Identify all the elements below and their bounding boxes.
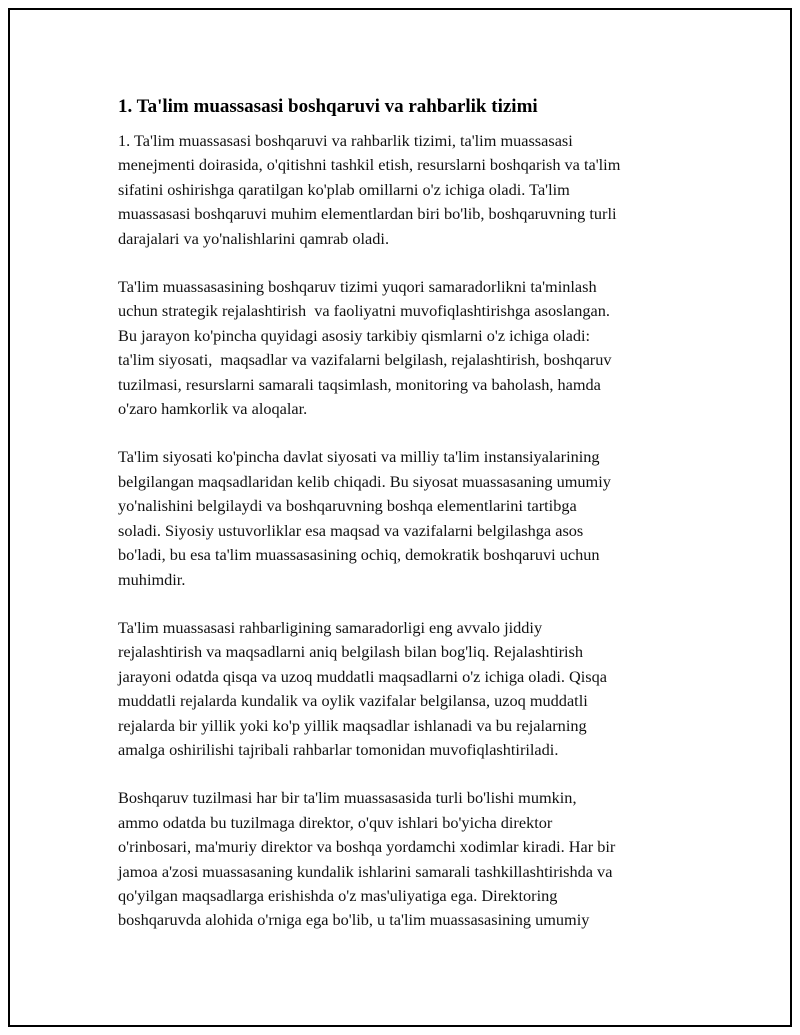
text-line: belgilangan maqsadlaridan kelib chiqadi. Bu siyosat muassasaning umumiy <box>118 471 611 491</box>
paragraph-education-policy <box>118 445 708 591</box>
text-line: rejalarda bir yillik yoki ko'p yillik maqsadlar ishlanadi va bu rejalarning <box>118 715 587 735</box>
page-title: 1. Ta'lim muassasasi boshqaruvi va rahbarlik tizimi <box>118 96 538 117</box>
paragraph-structure <box>118 786 708 932</box>
text-line: muhimdir. <box>118 569 186 589</box>
text-line: muassasasi boshqaruvi muhim elementlardan biri bo'lib, boshqaruvning turli <box>118 204 617 224</box>
text-line: o'zaro hamkorlik va aloqalar. <box>118 399 308 419</box>
text-line: qo'yilgan maqsadlarga erishishda o'z mas'uliyatiga ega. Direktoring <box>118 885 558 905</box>
text-line: Ta'lim siyosati ko'pincha davlat siyosati va milliy ta'lim instansiyalarining <box>118 447 600 467</box>
text-line: rejalashtirish va maqsadlarni aniq belgilash bilan bog'liq. Rejalashtirish <box>118 642 584 662</box>
text-line: amalga oshirilishi tajribali rahbarlar tomonidan muvofiqlashtiriladi. <box>118 739 559 759</box>
text-line: jarayoni odatda qisqa va uzoq muddatli maqsadlarni o'z ichiga oladi. Qisqa <box>118 666 607 686</box>
document-body <box>118 95 708 957</box>
paragraph-intro <box>118 129 708 251</box>
text-line: Boshqaruv tuzilmasi har bir ta'lim muassasasida turli bo'lishi mumkin, <box>118 788 577 808</box>
text-line: tuzilmasi, resurslarni samarali taqsimlash, monitoring va baholash, hamda <box>118 374 601 394</box>
text-line: o'rinbosari, ma'muriy direktor va boshqa yordamchi xodimlar kiradi. Har bir <box>118 837 616 857</box>
text-line: menejmenti doirasida, o'qitishni tashkil etish, resurslarni boshqarish va ta'lim <box>118 155 621 175</box>
text-line: ammo odatda bu tuzilmaga direktor, o'quv ishlari bo'yicha direktor <box>118 812 553 832</box>
text-line: Ta'lim muassasasi rahbarligining samaradorligi eng avvalo jiddiy <box>118 617 543 637</box>
text-line: 1. Ta'lim muassasasi boshqaruvi va rahbarlik tizimi, ta'lim muassasasi <box>118 131 573 150</box>
text-line: Bu jarayon ko'pincha quyidagi asosiy tarkibiy qismlarni o'z ichiga oladi: <box>118 325 591 345</box>
text-line: bo'ladi, bu esa ta'lim muassasasining ochiq, demokratik boshqaruvi uchun <box>118 545 600 565</box>
text-line: darajalari va yo'nalishlarini qamrab oladi. <box>118 228 390 248</box>
text-line: soladi. Siyosiy ustuvorliklar esa maqsad va vazifalarni belgilashga asos <box>118 520 584 540</box>
text-line: boshqaruvda alohida o'rniga ega bo'lib, u ta'lim muassasasining umumiy <box>118 910 590 930</box>
paragraph-planning <box>118 616 708 762</box>
text-line: Ta'lim muassasasining boshqaruv tizimi yuqori samaradorlikni ta'minlash <box>118 277 597 297</box>
text-line: jamoa a'zosi muassasaning kundalik ishlarini samarali tashkillashtirishda va <box>118 861 613 881</box>
text-line: muddatli rejalarda kundalik va oylik vazifalar belgilansa, uzoq muddatli <box>118 691 588 711</box>
paragraph-management-system <box>118 275 708 421</box>
text-line: ta'lim siyosati, maqsadlar va vazifalarni belgilash, rejalashtirish, boshqaruv <box>118 350 612 370</box>
text-line: yo'nalishini belgilaydi va boshqaruvning boshqa elementlarini tartibga <box>118 496 577 516</box>
text-line: sifatini oshirishga qaratilgan ko'plab omillarni o'z ichiga oladi. Ta'lim <box>118 179 570 199</box>
text-line: uchun strategik rejalashtirish va faoliyatni muvofiqlashtirishga asoslangan. <box>118 301 610 321</box>
